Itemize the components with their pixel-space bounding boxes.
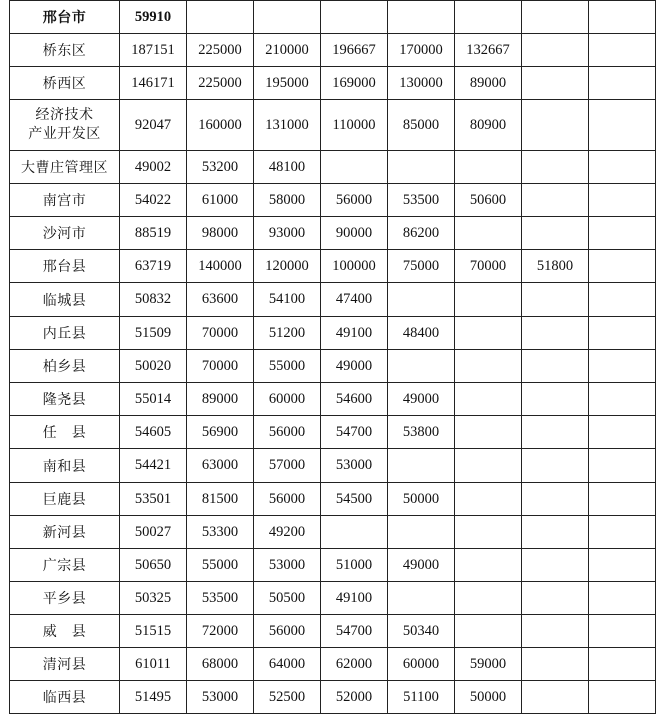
- table-row: [10, 317, 656, 350]
- value-cell: 51515: [120, 615, 187, 648]
- value-cell: [522, 283, 589, 317]
- value-cell: 50500: [254, 582, 321, 615]
- value-cell: [522, 582, 589, 615]
- value-cell: [522, 350, 589, 383]
- value-cell: [388, 151, 455, 184]
- table-row: [10, 516, 656, 549]
- value-cell: 51000: [321, 549, 388, 582]
- value-cell: 196667: [321, 34, 388, 67]
- value-cell: 49100: [321, 582, 388, 615]
- value-cell: [455, 416, 522, 449]
- value-cell: [589, 516, 656, 549]
- value-cell: [589, 648, 656, 681]
- value-cell: 187151: [120, 34, 187, 67]
- value-cell: 225000: [187, 67, 254, 100]
- value-cell: [589, 681, 656, 714]
- region-name-cell: 邢台县: [10, 250, 120, 283]
- value-cell: 53000: [254, 549, 321, 582]
- region-name-cell: 大曹庄管理区: [10, 151, 120, 184]
- value-cell: [455, 217, 522, 250]
- value-cell: 225000: [187, 34, 254, 67]
- value-cell: 50000: [388, 483, 455, 516]
- value-cell: 50600: [455, 184, 522, 217]
- value-cell: 50340: [388, 615, 455, 648]
- value-cell: 70000: [455, 250, 522, 283]
- value-cell: 131000: [254, 100, 321, 151]
- value-cell: 75000: [388, 250, 455, 283]
- value-cell: 86200: [388, 217, 455, 250]
- value-cell: [455, 615, 522, 648]
- value-cell: 54100: [254, 283, 321, 317]
- value-cell: 52000: [321, 681, 388, 714]
- value-cell: 49000: [388, 549, 455, 582]
- value-cell: 63000: [187, 449, 254, 483]
- table-row: [10, 34, 656, 67]
- value-cell: [522, 681, 589, 714]
- value-cell: 80900: [455, 100, 522, 151]
- value-cell: [589, 483, 656, 516]
- value-cell: [522, 184, 589, 217]
- region-name-cell: [10, 100, 120, 151]
- value-cell: 50832: [120, 283, 187, 317]
- table-row: [10, 615, 656, 648]
- value-cell: 89000: [455, 67, 522, 100]
- value-cell: 132667: [455, 34, 522, 67]
- value-cell: 54421: [120, 449, 187, 483]
- region-name-cell: 桥西区: [10, 67, 120, 100]
- value-cell: 61011: [120, 648, 187, 681]
- value-cell: 51509: [120, 317, 187, 350]
- value-cell: 49000: [321, 350, 388, 383]
- value-cell: [455, 516, 522, 549]
- value-cell: 55000: [254, 350, 321, 383]
- region-name-cell: 南和县: [10, 449, 120, 483]
- table-row: [10, 350, 656, 383]
- value-cell: [321, 151, 388, 184]
- value-cell: 98000: [187, 217, 254, 250]
- value-cell: 53000: [321, 449, 388, 483]
- value-cell: [589, 449, 656, 483]
- region-name-cell: 临西县: [10, 681, 120, 714]
- region-name-line: 经济技术: [35, 107, 94, 123]
- region-name-cell: 隆尧县: [10, 383, 120, 416]
- region-name-cell: 任 县: [10, 416, 120, 449]
- value-cell: [589, 250, 656, 283]
- value-cell: 51800: [522, 250, 589, 283]
- value-cell: [388, 1, 455, 34]
- value-cell: 210000: [254, 34, 321, 67]
- value-cell: 195000: [254, 67, 321, 100]
- value-cell: 55000: [187, 549, 254, 582]
- value-cell: 146171: [120, 67, 187, 100]
- value-cell: 64000: [254, 648, 321, 681]
- value-cell: [455, 582, 522, 615]
- value-cell: 56000: [254, 416, 321, 449]
- value-cell: [589, 615, 656, 648]
- value-cell: [254, 1, 321, 34]
- value-cell: 100000: [321, 250, 388, 283]
- region-name-cell: 南宫市: [10, 184, 120, 217]
- value-cell: 56000: [254, 615, 321, 648]
- value-cell: 49002: [120, 151, 187, 184]
- region-name-cell: 沙河市: [10, 217, 120, 250]
- region-name-cell: 临城县: [10, 283, 120, 317]
- value-cell: 49000: [388, 383, 455, 416]
- value-cell: 50020: [120, 350, 187, 383]
- value-cell: 54500: [321, 483, 388, 516]
- value-cell: 93000: [254, 217, 321, 250]
- value-cell: [522, 615, 589, 648]
- table-row: [10, 100, 656, 151]
- value-cell: 50650: [120, 549, 187, 582]
- table-row: [10, 549, 656, 582]
- value-cell: [589, 549, 656, 582]
- value-cell: 63600: [187, 283, 254, 317]
- value-cell: [589, 1, 656, 34]
- value-cell: 49200: [254, 516, 321, 549]
- value-cell: [522, 449, 589, 483]
- value-cell: 53300: [187, 516, 254, 549]
- region-name-cell: 邢台市: [10, 1, 120, 34]
- value-cell: 53501: [120, 483, 187, 516]
- value-cell: 58000: [254, 184, 321, 217]
- value-cell: 54022: [120, 184, 187, 217]
- table-row: [10, 67, 656, 100]
- value-cell: 90000: [321, 217, 388, 250]
- value-cell: [455, 283, 522, 317]
- value-cell: 61000: [187, 184, 254, 217]
- value-cell: [522, 217, 589, 250]
- region-name-cell: 威 县: [10, 615, 120, 648]
- region-name-cell: 巨鹿县: [10, 483, 120, 516]
- value-cell: [522, 317, 589, 350]
- data-table: [9, 0, 656, 714]
- value-cell: 51495: [120, 681, 187, 714]
- value-cell: [589, 100, 656, 151]
- region-name-cell: 新河县: [10, 516, 120, 549]
- value-cell: 56000: [254, 483, 321, 516]
- value-cell: [522, 516, 589, 549]
- value-cell: 56900: [187, 416, 254, 449]
- table-row: [10, 383, 656, 416]
- table-row: [10, 483, 656, 516]
- value-cell: [455, 483, 522, 516]
- region-name-cell: 桥东区: [10, 34, 120, 67]
- value-cell: 57000: [254, 449, 321, 483]
- region-name-cell: 内丘县: [10, 317, 120, 350]
- value-cell: [522, 34, 589, 67]
- value-cell: 50000: [455, 681, 522, 714]
- value-cell: 85000: [388, 100, 455, 151]
- region-name-cell: 广宗县: [10, 549, 120, 582]
- value-cell: [522, 100, 589, 151]
- table-row: [10, 250, 656, 283]
- value-cell: [589, 317, 656, 350]
- value-cell: 53200: [187, 151, 254, 184]
- value-cell: 169000: [321, 67, 388, 100]
- value-cell: 63719: [120, 250, 187, 283]
- value-cell: 53500: [187, 582, 254, 615]
- value-cell: [455, 350, 522, 383]
- value-cell: [522, 383, 589, 416]
- value-cell: 70000: [187, 317, 254, 350]
- value-cell: 51100: [388, 681, 455, 714]
- value-cell: 48100: [254, 151, 321, 184]
- value-cell: 54605: [120, 416, 187, 449]
- value-cell: 53800: [388, 416, 455, 449]
- value-cell: 54700: [321, 416, 388, 449]
- value-cell: 81500: [187, 483, 254, 516]
- value-cell: [388, 283, 455, 317]
- value-cell: 56000: [321, 184, 388, 217]
- value-cell: 49100: [321, 317, 388, 350]
- table-row: [10, 283, 656, 317]
- value-cell: [321, 516, 388, 549]
- value-cell: 53500: [388, 184, 455, 217]
- value-cell: [522, 416, 589, 449]
- value-cell: [522, 151, 589, 184]
- value-cell: 50325: [120, 582, 187, 615]
- region-name-cell: 清河县: [10, 648, 120, 681]
- value-cell: 170000: [388, 34, 455, 67]
- value-cell: [388, 516, 455, 549]
- value-cell: [522, 648, 589, 681]
- value-cell: [589, 416, 656, 449]
- value-cell: 88519: [120, 217, 187, 250]
- value-cell: 47400: [321, 283, 388, 317]
- table-row: [10, 1, 656, 34]
- value-cell: [321, 1, 388, 34]
- value-cell: 62000: [321, 648, 388, 681]
- value-cell: 140000: [187, 250, 254, 283]
- value-cell: [589, 184, 656, 217]
- value-cell: 54700: [321, 615, 388, 648]
- table-row: [10, 151, 656, 184]
- value-cell: 50027: [120, 516, 187, 549]
- value-cell: 59000: [455, 648, 522, 681]
- value-cell: [187, 1, 254, 34]
- value-cell: [455, 383, 522, 416]
- table-row: [10, 449, 656, 483]
- value-cell: [589, 67, 656, 100]
- value-cell: 54600: [321, 383, 388, 416]
- value-cell: 120000: [254, 250, 321, 283]
- region-name-cell: 柏乡县: [10, 350, 120, 383]
- value-cell: 89000: [187, 383, 254, 416]
- value-cell: 48400: [388, 317, 455, 350]
- table-row: [10, 416, 656, 449]
- value-cell: 130000: [388, 67, 455, 100]
- value-cell: 160000: [187, 100, 254, 151]
- value-cell: 59910: [120, 1, 187, 34]
- value-cell: [388, 582, 455, 615]
- table-row: [10, 681, 656, 714]
- value-cell: [522, 1, 589, 34]
- value-cell: 53000: [187, 681, 254, 714]
- value-cell: 60000: [388, 648, 455, 681]
- region-name-cell: 平乡县: [10, 582, 120, 615]
- value-cell: [589, 34, 656, 67]
- value-cell: [522, 67, 589, 100]
- value-cell: 55014: [120, 383, 187, 416]
- value-cell: [522, 549, 589, 582]
- value-cell: 70000: [187, 350, 254, 383]
- value-cell: [589, 283, 656, 317]
- value-cell: [455, 449, 522, 483]
- value-cell: [388, 350, 455, 383]
- value-cell: [589, 151, 656, 184]
- value-cell: 72000: [187, 615, 254, 648]
- value-cell: [455, 151, 522, 184]
- value-cell: 110000: [321, 100, 388, 151]
- value-cell: [589, 217, 656, 250]
- region-name-line: 产业开发区: [28, 126, 101, 142]
- value-cell: 51200: [254, 317, 321, 350]
- value-cell: [455, 317, 522, 350]
- table-row: [10, 582, 656, 615]
- value-cell: [589, 582, 656, 615]
- value-cell: 92047: [120, 100, 187, 151]
- table-row: [10, 648, 656, 681]
- value-cell: [589, 383, 656, 416]
- value-cell: [522, 483, 589, 516]
- value-cell: [388, 449, 455, 483]
- value-cell: 52500: [254, 681, 321, 714]
- value-cell: [455, 1, 522, 34]
- value-cell: [589, 350, 656, 383]
- value-cell: 60000: [254, 383, 321, 416]
- value-cell: 68000: [187, 648, 254, 681]
- table-row: [10, 184, 656, 217]
- table-row: [10, 217, 656, 250]
- value-cell: [455, 549, 522, 582]
